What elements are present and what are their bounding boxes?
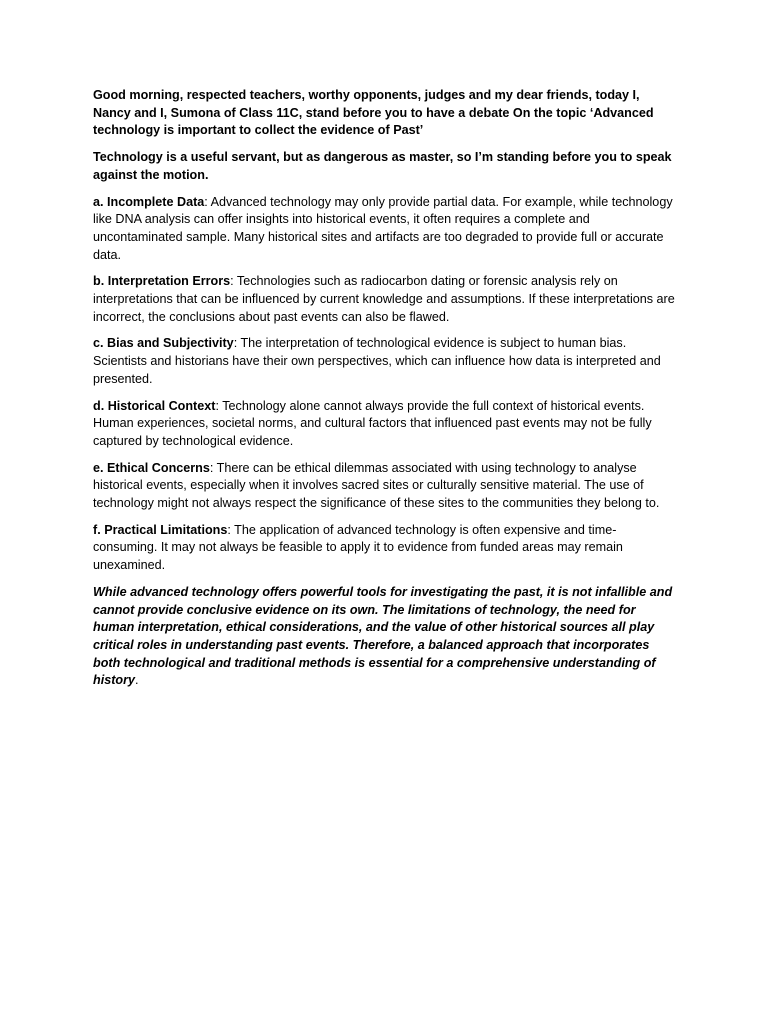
point-bias-and-subjectivity [93, 335, 675, 388]
point-text: : The interpretation of technological evidence is subject to human bias. Scientists and historians have their own perspectives, which can influence how data is interpreted and presented. [93, 336, 661, 386]
point-text: : Advanced technology may only provide partial data. For example, while technology like DNA analysis can offer insights into historical events, it often requires a complete and uncontaminated sample. Many historical sites and artifacts are too degraded to provide full or accurate data. [93, 194, 673, 262]
document-body [93, 87, 675, 699]
point-text: : The application of advanced technology is often expensive and time-consuming. It may not always be feasible to apply it to evidence from funded areas may remain unexamined. [93, 522, 623, 573]
intro-paragraph: Good morning, respected teachers, worthy opponents, judges and my dear friends, today I, Nancy and I, Sumona of Class 11C, stand before you to have a debate On the topic ‘Advanced technology is important to collect the evidence of Past’ [93, 88, 654, 138]
point-text: : There can be ethical dilemmas associated with using technology to analyse historical events, especially when it involves sacred sites or culturally sensitive material. The use of technology might not always respect the significance of these sites to the communities they belong to. [93, 460, 660, 511]
conclusion-end: . [135, 673, 139, 688]
point-interpretation-errors [93, 273, 675, 326]
point-historical-context [93, 398, 675, 451]
point-heading: b. Interpretation Errors [93, 274, 231, 289]
stance-paragraph: Technology is a useful servant, but as dangerous as master, so I’m standing before you to speak against the motion. [93, 150, 672, 182]
point-incomplete-data [93, 194, 675, 265]
point-practical-limitations [93, 522, 675, 575]
conclusion-text: While advanced technology offers powerful tools for investigating the past, it is not infallible and cannot provide conclusive evidence on its own. The limitations of technology, the need for human interpretation, ethical considerations, and the value of other historical sources all play critical roles in understanding past events. Therefore, a balanced approach that incorporates both technological and traditional methods is essential for a comprehensive understanding of history [93, 584, 673, 688]
point-heading: e. Ethical Concerns [93, 460, 210, 475]
point-text: : Technology alone cannot always provide the full context of historical events. Human experiences, societal norms, and cultural factors that influenced past events may not be fully captured by technological evidence. [93, 398, 652, 448]
point-heading: f. Practical Limitations [93, 522, 228, 537]
point-heading: c. Bias and Subjectivity [93, 336, 234, 351]
conclusion-paragraph [93, 584, 675, 690]
point-heading: a. Incomplete Data [93, 194, 205, 209]
point-ethical-concerns [93, 460, 675, 513]
point-text: : Technologies such as radiocarbon dating or forensic analysis rely on interpretations that can be influenced by current knowledge and assumptions. If these interpretations are incorrect, the conclusions about past events can also be flawed. [93, 274, 675, 324]
point-heading: d. Historical Context [93, 398, 216, 413]
